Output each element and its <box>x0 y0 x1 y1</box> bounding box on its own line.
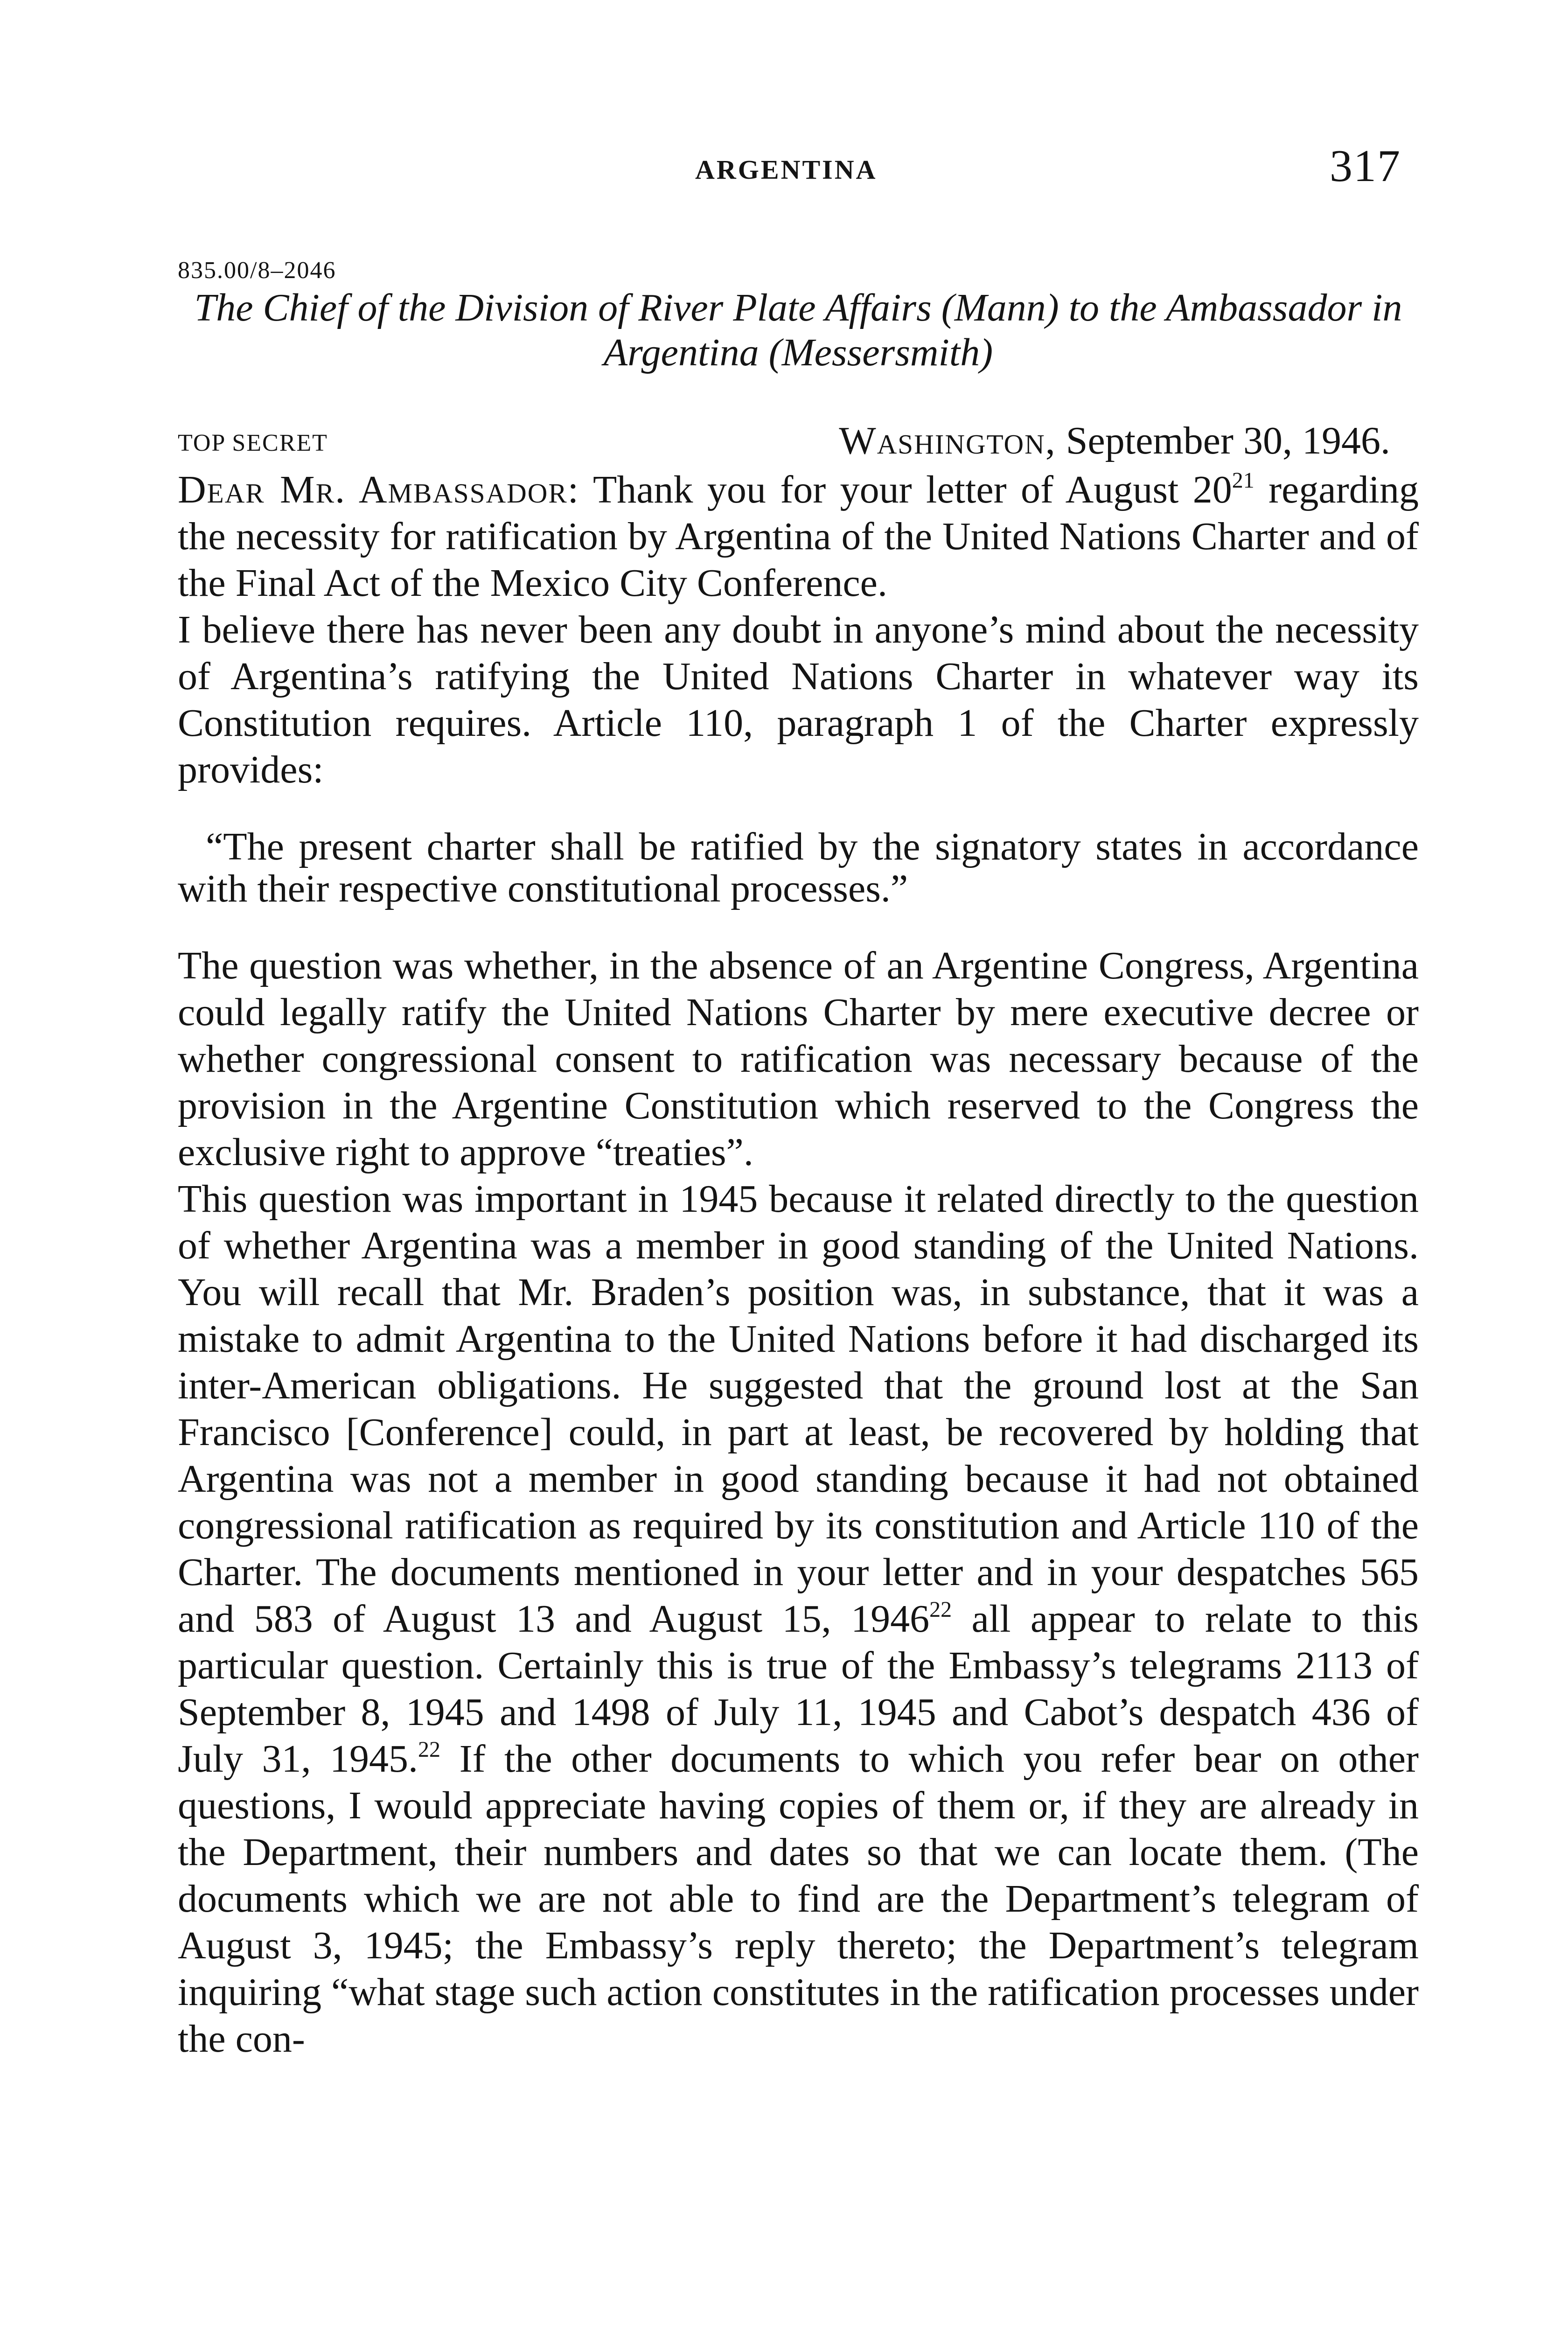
classification-label: TOP SECRET <box>178 430 328 456</box>
paragraph-4-text-a: This question was important in 1945 because it related directly to the question of whether Argentina was a member in good standing of the United Nations. You will recall that Mr. Braden’s position was, in substance, that it was a mistake to admit Argentina to the United Nations before it had discharged its inter-American obligations. He suggested that the ground lost at the San Francisco [Conference] could, in part at least, be recovered by holding that Argentina was not a member in good standing because it had not obtained congressional ratification as required by its constitution and Article 110 of the Charter. The documents mentioned in your letter and in your despatches 565 and 583 of August 13 and August 15, 1946 <box>178 1177 1419 1641</box>
letter-body <box>178 467 1419 2062</box>
footnote-ref-22b: 22 <box>418 1737 441 1762</box>
document-title: The Chief of the Division of River Plate Affairs (Mann) to the Ambassador in Argentina (Messersmith) <box>194 286 1402 374</box>
dateline-date: September 30, 1946. <box>1066 419 1390 462</box>
dateline <box>839 418 1390 463</box>
paragraph-4 <box>178 1176 1419 2062</box>
page-number: 317 <box>1330 141 1401 191</box>
paragraph-1-text-b: regarding the necessity for ratification by Argentina of the United Nations Charter and of the Final Act of the Mexico City Conference. <box>178 468 1419 605</box>
paragraph-4-text-b: all appear to relate to this particular question. Certainly this is true of the Embassy’s telegrams 2113 of September 8, 1945 and 1498 of July 11, 1945 and Cabot’s despatch 436 of July 31, 1945. <box>178 1597 1419 1781</box>
dateline-city: Washington, <box>839 419 1056 462</box>
footnote-ref-22a: 22 <box>929 1597 952 1622</box>
quote-text: “The present charter shall be ratified by the signatory states in accordance with their respective constitutional processes.” <box>178 825 1419 910</box>
paragraph-3: The question was whether, in the absence of an Argentine Congress, Argentina could legally ratify the United Nations Charter by mere executive decree or whether congressional consent to ratification was necessary because of the provision in the Argentine Constitution which reserved to the Congress the exclusive right to approve “treaties”. <box>178 944 1419 1174</box>
footnote-ref-21: 21 <box>1232 468 1254 493</box>
paragraph-4-text-c: If the other documents to which you refer bear on other questions, I would appreciate having copies of them or, if they are already in the Department, their numbers and dates so that we can locate them. (The documents which we are not able to find are the Department’s telegram of August 3, 1945; the Embassy’s reply thereto; the Department’s telegram inquiring “what stage such action constitutes in the ratification processes under the con- <box>178 1737 1419 2061</box>
paragraph-1-text-a: Thank you for your letter of August 20 <box>592 468 1232 511</box>
running-head: ARGENTINA <box>695 154 878 185</box>
block-quote <box>178 826 1419 910</box>
salutation: Dear Mr. Ambassador: <box>178 468 580 511</box>
paragraph-2: I believe there has never been any doubt in anyone’s mind about the necessity of Argentina’s ratifying the United Nations Charter in whatever way its Constitution requires. Article 110, paragraph 1 of the Charter expressly provides: <box>178 608 1419 791</box>
paragraph-1 <box>178 467 1419 607</box>
file-number: 835.00/8–2046 <box>178 257 336 284</box>
